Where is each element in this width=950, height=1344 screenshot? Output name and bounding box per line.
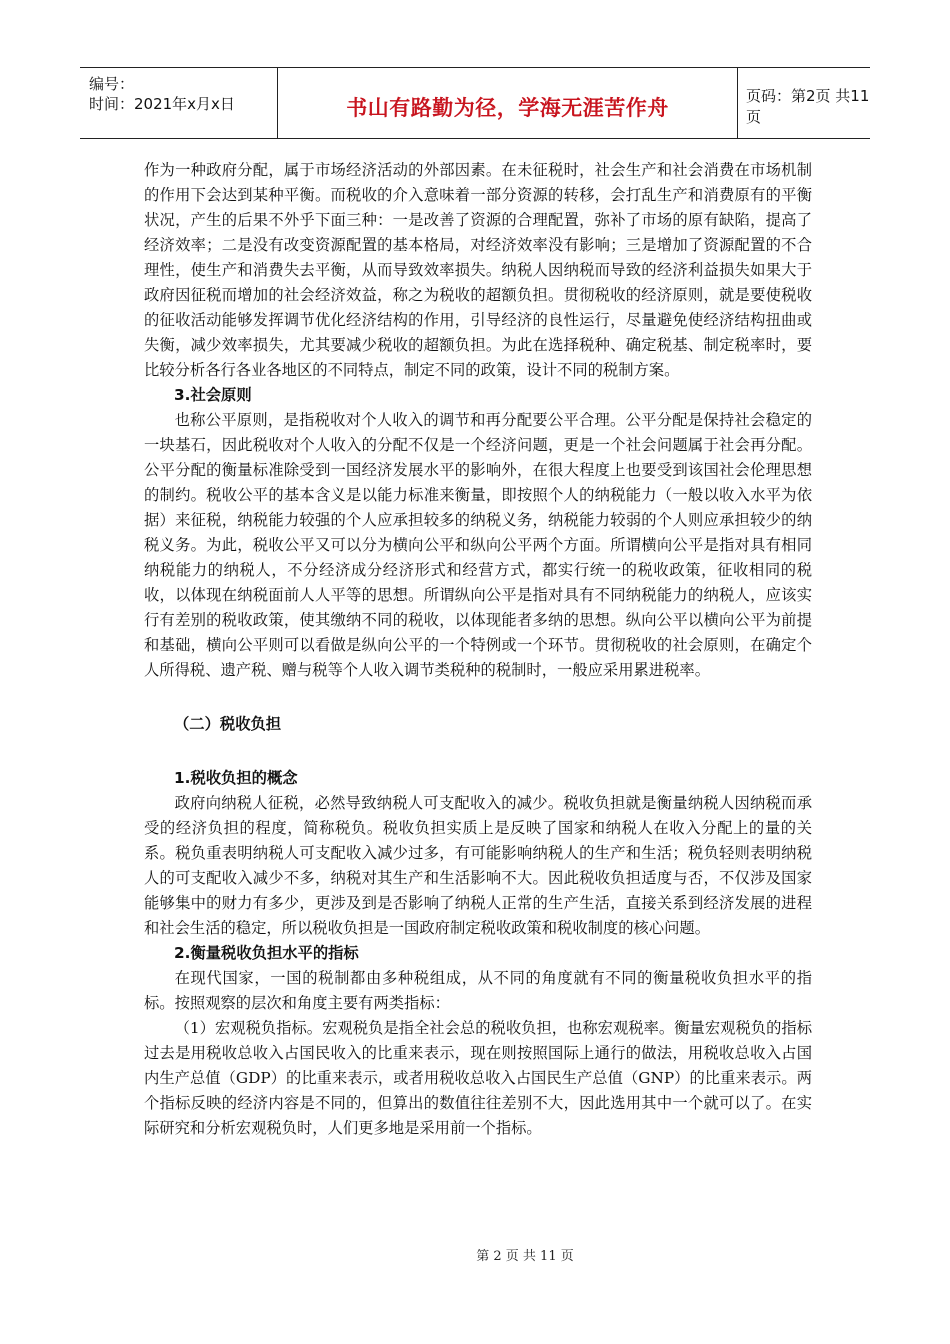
heading-tax-burden-concept: 1.税收负担的概念 bbox=[174, 769, 298, 787]
page-header bbox=[80, 67, 870, 139]
heading-social-principle: 3.社会原则 bbox=[174, 386, 252, 404]
page-footer: 第 2 页 共 11 页 bbox=[476, 1249, 574, 1264]
paragraph-economic-principle: 作为一种政府分配，属于市场经济活动的外部因素。在未征税时，社会生产和社会消费在市场机制的作用下会达到某种平衡。而税收的介入意味着一部分资源的转移，会打乱生产和消费原有的平衡状况，产生的后果不外乎下面三种：一是改善了资源的合理配置，弥补了市场的原有缺陷，提高了经济效率；二是没有改变资源配置的基本格局，对经济效率没有影响；三是增加了资源配置的不合理性，使生产和消费失去平衡，从而导致效率损失。纳税人因纳税而导致的经济利益损失如果大于政府因征税而增加的社会经济效益，称之为税收的超额负担。贯彻税收的经济原则，就是要使税收的征收活动能够发挥调节优化经济结构的作用，引导经济的良性运行，尽量避免使经济结构扭曲或失衡，减少效率损失，尤其要减少税收的超额负担。为此在选择税种、确定税基、制定税率时，要比较分析各行各业各地区的不同特点，制定不同的政策，设计不同的税制方案。 bbox=[144, 161, 812, 379]
paragraph-social-principle: 也称公平原则，是指税收对个人收入的调节和再分配要公平合理。公平分配是保持社会稳定的一块基石，因此税收对个人收入的分配不仅是一个经济问题，更是一个社会问题属于社会再分配。公平分配的衡量标准除受到一国经济发展水平的影响外，在很大程度上也要受到该国社会伦理思想的制约。税收公平的基本含义是以能力标准来衡量，即按照个人的纳税能力（一般以收入水平为依据）来征税，纳税能力较强的个人应承担较多的纳税义务，纳税能力较弱的个人则应承担较少的纳税义务。为此，税收公平又可以分为横向公平和纵向公平两个方面。所谓横向公平是指对具有相同纳税能力的纳税人，不分经济成分经济形式和经营方式，都实行统一的税收政策，征收相同的税收，以体现在纳税面前人人平等的思想。所谓纵向公平是指对具有不同纳税能力的纳税人，应该实行有差别的税收政策，使其缴纳不同的税收，以体现能者多纳的思想。纵向公平以横向公平为前提和基础，横向公平则可以看做是纵向公平的一个特例或一个环节。贯彻税收的社会原则，在确定个人所得税、遗产税、赠与税等个人收入调节类税种的税制时，一般应采用累进税率。 bbox=[144, 411, 812, 679]
paragraph-tax-burden-concept: 政府向纳税人征税，必然导致纳税人可支配收入的减少。税收负担就是衡量纳税人因纳税而承受的经济负担的程度，简称税负。税收负担实质上是反映了国家和纳税人在收入分配上的量的关系。税负重表明纳税人可支配收入减少过多，有可能影响纳税人的生产和生活；税负轻则表明纳税人的可支配收入减少不多，纳税对其生产和生活影响不大。因此税收负担适度与否，不仅涉及国家能够集中的财力有多少，更涉及到是否影响了纳税人正常的生产生活，直接关系到经济发展的进程和社会生活的稳定，所以税收负担是一国政府制定税收政策和税收制度的核心问题。 bbox=[144, 794, 812, 937]
paragraph-macro-tax-burden: （1）宏观税负指标。宏观税负是指全社会总的税收负担，也称宏观税率。衡量宏观税负的指标过去是用税收总收入占国民收入的比重来表示，现在则按照国际上通行的做法，用税收总收入占国内生产总值（GDP）的比重来表示，或者用税收总收入占国民生产总值（GNP）的比重来表示。两个指标反映的经济内容是不同的，但算出的数值往往差别不大，因此选用其中一个就可以了。在实际研究和分析宏观税负时，人们更多地是采用前一个指标。 bbox=[144, 1019, 812, 1137]
section-tax-burden: （二）税收负担 bbox=[174, 715, 282, 733]
heading-tax-burden-indicators: 2.衡量税收负担水平的指标 bbox=[174, 944, 359, 962]
header-page-info: 页码：第2页 共11页 bbox=[746, 87, 870, 126]
document-number: 编号： bbox=[89, 75, 135, 93]
header-motto bbox=[277, 68, 738, 138]
header-meta bbox=[80, 68, 277, 138]
document-date: 时间：2021年x月x日 bbox=[89, 95, 235, 113]
paragraph-indicators-intro: 在现代国家，一国的税制都由多种税组成，从不同的角度就有不同的衡量税收负担水平的指标。按照观察的层次和角度主要有两类指标： bbox=[144, 969, 812, 1012]
document-body bbox=[144, 158, 812, 1141]
motto-text: 书山有路勤为径，学海无涯苦作舟 bbox=[346, 96, 669, 120]
